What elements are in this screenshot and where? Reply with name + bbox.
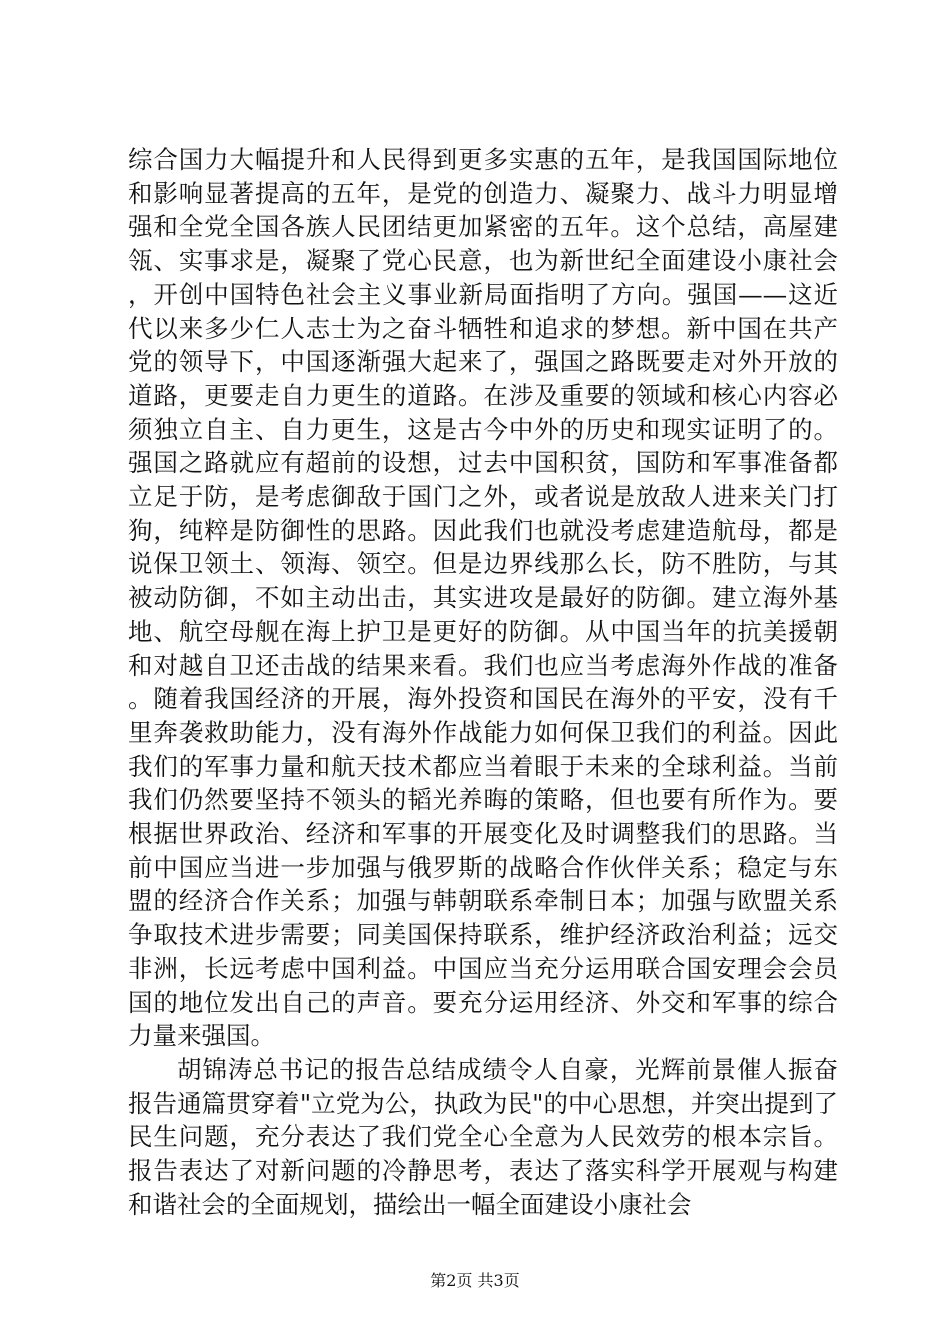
paragraph-1: 综合国力大幅提升和人民得到更多实惠的五年，是我国国际地位和影响显著提高的五年，是党的创造力、凝聚力、战斗力明显增强和全党全国各族人民团结更加紧密的五年。这个总结，高屋建瓴、实事求是，凝聚了党心民意，也为新世纪全面建设小康社会，开创中国特色社会主义事业新局面指明了方向。强国——这近代以来多少仁人志士为之奋斗牺牲和追求的梦想。新中国在共产党的领导下，中国逐渐强大起来了，强国之路既要走对外开放的道路，更要走自力更生的道路。在涉及重要的领域和核心内容必须独立自主、自力更生，这是古今中外的历史和现实证明了的。强国之路就应有超前的设想，过去中国积贫，国防和军事准备都立足于防，是考虑御敌于国门之外，或者说是放敌人进来关门打狗，纯粹是防御性的思路。因此我们也就没考虑建造航母，都是说保卫领土、领海、领空。但是边界线那么长，防不胜防，与其被动防御，不如主动出击，其实进攻是最好的防御。建立海外基地、航空母舰在海上护卫是更好的防御。从中国当年的抗美援朝和对越自卫还击战的结果来看。我们也应当考虑海外作战的准备。随着我国经济的开展，海外投资和国民在海外的平安，没有千里奔袭救助能力，没有海外作战能力如何保卫我们的利益。因此我们的军事力量和航天技术都应当着眼于未来的全球利益。当前我们仍然要坚持不领头的韬光养晦的策略，但也要有所作为。要根据世界政治、经济和军事的开展变化及时调整我们的思路。当前中国应当进一步加强与俄罗斯的战略合作伙伴关系；稳定与东盟的经济合作关系；加强与韩朝联系牵制日本；加强与欧盟关系争取技术进步需要；同美国保持联系，维护经济政治利益；远交非洲，长远考虑中国利益。中国应当充分运用联合国安理会会员国的地位发出自己的声音。要充分运用经济、外交和军事的综合力量来强国。: [128, 145, 838, 1051]
paragraph-2: 胡锦涛总书记的报告总结成绩令人自豪，光辉前景催人振奋报告通篇贯穿着"立党为公，执政为民"的中心思想，并突出提到了民生问题，充分表达了我们党全心全意为人民效劳的根本宗旨。报告表达了对新问题的冷静思考，表达了落实科学开展观与构建和谐社会的全面规划，描绘出一幅全面建设小康社会: [128, 1054, 838, 1219]
page-footer: 第2页 共3页: [430, 1271, 520, 1290]
document-body: [128, 143, 838, 1222]
